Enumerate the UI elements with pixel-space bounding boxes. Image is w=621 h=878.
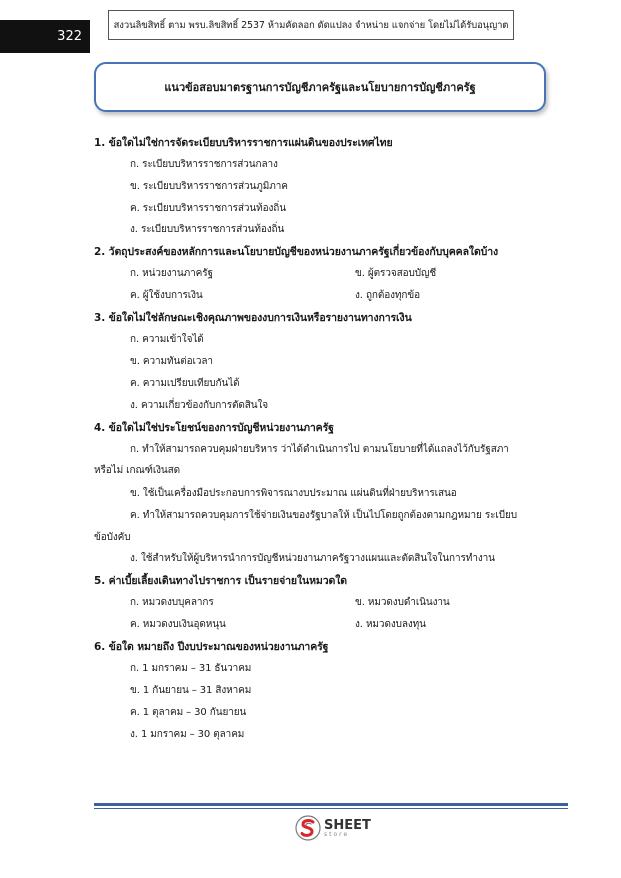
question-4: 4. ข้อใดไม่ใช่ประโยชน์ของการบัญชีหน่วยงานภาครัฐ: [94, 422, 334, 434]
q2-option-b: ข. ผู้ตรวจสอบบัญชี: [355, 268, 437, 279]
q2-option-d: ง. ถูกต้องทุกข้อ: [355, 290, 421, 301]
question-5: 5. ค่าเบี้ยเลี้ยงเดินทางไปราชการ เป็นรายจ่ายในหมวดใด: [94, 575, 347, 587]
q4-option-a-cont: หรือไม่ เกณฑ์เงินสด: [94, 465, 181, 476]
question-3: 3. ข้อใดไม่ใช่ลักษณะเชิงคุณภาพของงบการเงินหรือรายงานทางการเงิน: [94, 312, 412, 324]
question-2: 2. วัตถุประสงค์ของหลักการและนโยบายบัญชีของหน่วยงานภาครัฐเกี่ยวข้องกับบุคคลใดบ้าง: [94, 246, 499, 258]
q2-option-c: ค. ผู้ใช้งบการเงิน: [130, 290, 203, 301]
q4-option-c: ค. ทำให้สามารถควบคุมการใช้จ่ายเงินของรัฐบาลให้ เป็นไปโดยถูกต้องตามกฎหมาย ระเบียบ: [130, 510, 517, 521]
footer-rule-thin: [94, 808, 568, 809]
q1-option-c: ค. ระเบียบบริหารราชการส่วนท้องถิ่น: [130, 203, 286, 214]
q3-option-d: ง. ความเกี่ยวข้องกับการตัดสินใจ: [130, 400, 269, 411]
sheet-store-logo: [295, 815, 371, 841]
question-6: 6. ข้อใด หมายถึง ปีงบประมาณของหน่วยงานภาครัฐ: [94, 641, 329, 653]
q2-option-a: ก. หน่วยงานภาครัฐ: [130, 268, 213, 279]
q4-option-a: ก. ทำให้สามารถควบคุมฝ่ายบริหาร ว่าได้ดำเนินการไป ตามนโยบายที่ได้แถลงไว้กับรัฐสภา: [130, 444, 509, 455]
q1-option-b: ข. ระเบียบบริหารราชการส่วนภูมิภาค: [130, 181, 288, 192]
q6-option-d: ง. 1 มกราคม – 30 ตุลาคม: [130, 729, 245, 740]
page-number: 322: [0, 20, 90, 53]
q3-option-c: ค. ความเปรียบเทียบกันได้: [130, 378, 240, 389]
copyright-notice: สงวนลิขสิทธิ์ ตาม พรบ.ลิขสิทธิ์ 2537 ห้ามคัดลอก ดัดแปลง จำหน่าย แจกจ่าย โดยไม่ได้รับอนุญาต: [108, 10, 514, 40]
q3-option-b: ข. ความทันต่อเวลา: [130, 356, 213, 367]
q4-option-c-cont: ข้อบังคับ: [94, 532, 131, 543]
logo-text: SHEET: [324, 817, 371, 833]
q3-option-a: ก. ความเข้าใจได้: [130, 334, 204, 345]
page-title: แนวข้อสอบมาตรฐานการบัญชีภาครัฐและนโยบายการบัญชีภาครัฐ: [94, 62, 546, 112]
q6-option-c: ค. 1 ตุลาคม – 30 กันยายน: [130, 707, 247, 718]
question-1: 1. ข้อใดไม่ใช่การจัดระเบียบบริหารราชการแผ่นดินของประเทศไทย: [94, 137, 393, 149]
q4-option-b: ข. ใช้เป็นเครื่องมือประกอบการพิจารณางบประมาณ แผ่นดินที่ฝ่ายบริหารเสนอ: [130, 488, 457, 499]
q6-option-a: ก. 1 มกราคม – 31 ธันวาคม: [130, 663, 252, 674]
q4-option-d: ง. ใช้สำหรับให้ผู้บริหารนำการบัญชีหน่วยงานภาครัฐวางแผนและตัดสินใจในการทำงาน: [130, 553, 495, 564]
logo-subtext: store: [324, 830, 350, 838]
q5-option-d: ง. หมวดงบลงทุน: [355, 619, 426, 630]
q1-option-a: ก. ระเบียบบริหารราชการส่วนกลาง: [130, 159, 278, 170]
sheet-logo-icon: [295, 815, 321, 841]
q5-option-a: ก. หมวดงบบุคลากร: [130, 597, 214, 608]
footer-rule-thick: [94, 803, 568, 806]
q1-option-d: ง. ระเบียบบริหารราชการส่วนท้องถิ่น: [130, 224, 285, 235]
q5-option-b: ข. หมวดงบดำเนินงาน: [355, 597, 450, 608]
q5-option-c: ค. หมวดงบเงินอุดหนุน: [130, 619, 226, 630]
q6-option-b: ข. 1 กันยายน – 31 สิงหาคม: [130, 685, 252, 696]
